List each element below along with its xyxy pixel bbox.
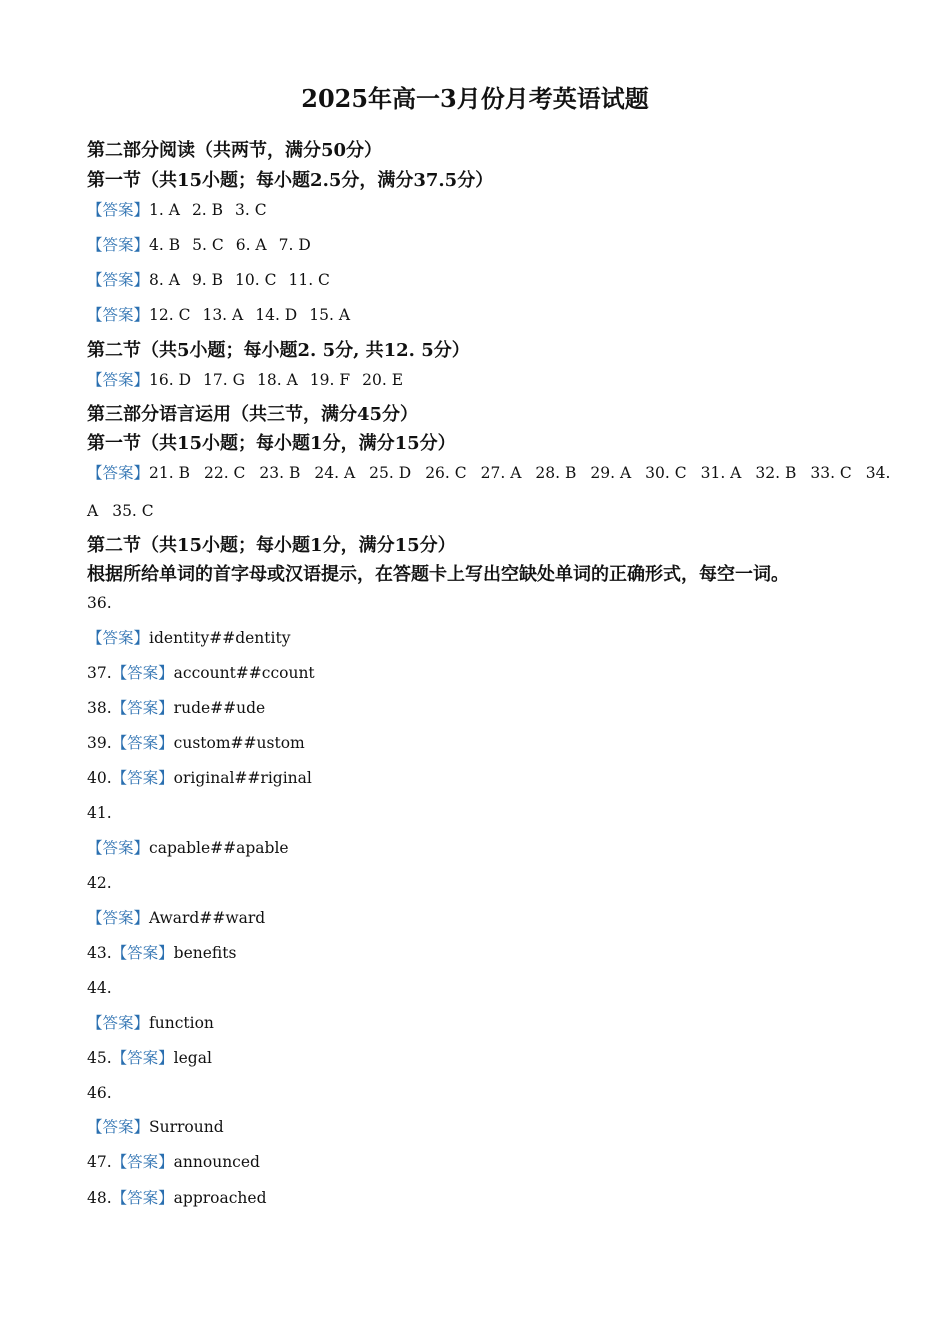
answer-text: original##riginal <box>173 769 312 787</box>
answer-text: rude##ude <box>173 699 266 717</box>
list-item <box>87 1012 214 1034</box>
answer-tag: 【答案】 <box>111 769 174 787</box>
item-number: 44. <box>87 979 112 997</box>
item-number: 46. <box>87 1084 112 1102</box>
answer-text: approached <box>173 1189 267 1207</box>
answer-tag: 【答案】 <box>111 1153 174 1171</box>
list-item: 37.【答案】account##ccount <box>87 664 315 682</box>
list-item <box>87 627 290 649</box>
answer-row: 【答案】4. B 5. C 6. A 7. D <box>87 236 311 254</box>
part3-section2-heading: 第二节（共15小题；每小题1分，满分15分） <box>87 535 456 556</box>
list-item: 43.【答案】benefits <box>87 944 237 962</box>
answer-tag: 【答案】 <box>87 909 150 927</box>
item-number: 42. <box>87 874 112 892</box>
answer-tag: 【答案】 <box>87 1118 150 1136</box>
part2-section2-heading: 第二节（共5小题；每小题2. 5分, 共12. 5分） <box>87 340 470 361</box>
answer-row: 【答案】16. D 17. G 18. A 19. F 20. E <box>87 371 404 389</box>
answer-text: announced <box>173 1153 260 1171</box>
answer-tag: 【答案】 <box>87 1014 150 1032</box>
answer-tag: 【答案】 <box>111 699 174 717</box>
answer-row: 【答案】12. C 13. A 14. D 15. A <box>87 306 351 324</box>
part2-section1-heading: 第一节（共15小题；每小题2.5分，满分37.5分） <box>87 170 494 191</box>
list-item: 38.【答案】rude##ude <box>87 699 266 717</box>
part3-section2-instruction: 根据所给单词的首字母或汉语提示，在答题卡上写出空缺处单词的正确形式，每空一词。 <box>87 564 789 585</box>
answer-row-continued: A 35. C <box>87 502 154 520</box>
answer-tag: 【答案】 <box>87 201 150 219</box>
answer-text: custom##ustom <box>173 734 305 752</box>
answer-tag: 【答案】 <box>87 371 150 389</box>
answer-tag: 【答案】 <box>87 464 150 482</box>
answer-text: legal <box>173 1049 212 1067</box>
part3-heading: 第三部分语言运用（共三节，满分45分） <box>87 404 419 425</box>
item-number: 41. <box>87 804 112 822</box>
answer-tag: 【答案】 <box>87 629 150 647</box>
answer-text: Award##ward <box>149 909 266 927</box>
part3-section1-heading: 第一节（共15小题；每小题1分，满分15分） <box>87 433 456 454</box>
list-item: 45.【答案】legal <box>87 1049 212 1067</box>
list-item <box>87 907 265 929</box>
answer-tag: 【答案】 <box>87 271 150 289</box>
list-item: 39.【答案】custom##ustom <box>87 734 305 752</box>
answer-text: account##ccount <box>173 664 315 682</box>
answer-row: 【答案】1. A 2. B 3. C <box>87 201 267 219</box>
answer-tag: 【答案】 <box>87 839 150 857</box>
list-item: 47.【答案】announced <box>87 1153 260 1171</box>
item-number: 36. <box>87 594 112 612</box>
answer-text: benefits <box>173 944 237 962</box>
answer-text: Surround <box>149 1118 224 1136</box>
answer-tag: 【答案】 <box>111 734 174 752</box>
answer-row: 【答案】8. A 9. B 10. C 11. C <box>87 271 330 289</box>
answer-text: function <box>149 1014 214 1032</box>
list-item: 40.【答案】original##riginal <box>87 769 312 787</box>
answer-tag: 【答案】 <box>111 944 174 962</box>
list-item: 48.【答案】approached <box>87 1189 267 1207</box>
answer-tag: 【答案】 <box>111 664 174 682</box>
page-title: 2025年高一3月份月考英语试题 <box>301 84 649 113</box>
answer-tag: 【答案】 <box>87 306 150 324</box>
answer-tag: 【答案】 <box>87 236 150 254</box>
answer-row: 【答案】21. B 22. C 23. B 24. A 25. D 26. C 27. A 28. B 29. A 30. C 31. A 32. B 33. C 34. <box>87 464 891 482</box>
list-item <box>87 837 289 859</box>
list-item <box>87 1116 224 1138</box>
answer-tag: 【答案】 <box>111 1049 174 1067</box>
part2-heading: 第二部分阅读（共两节，满分50分） <box>87 140 383 161</box>
answer-text: capable##apable <box>149 839 289 857</box>
answer-text: identity##dentity <box>149 629 291 647</box>
answer-tag: 【答案】 <box>111 1189 174 1207</box>
